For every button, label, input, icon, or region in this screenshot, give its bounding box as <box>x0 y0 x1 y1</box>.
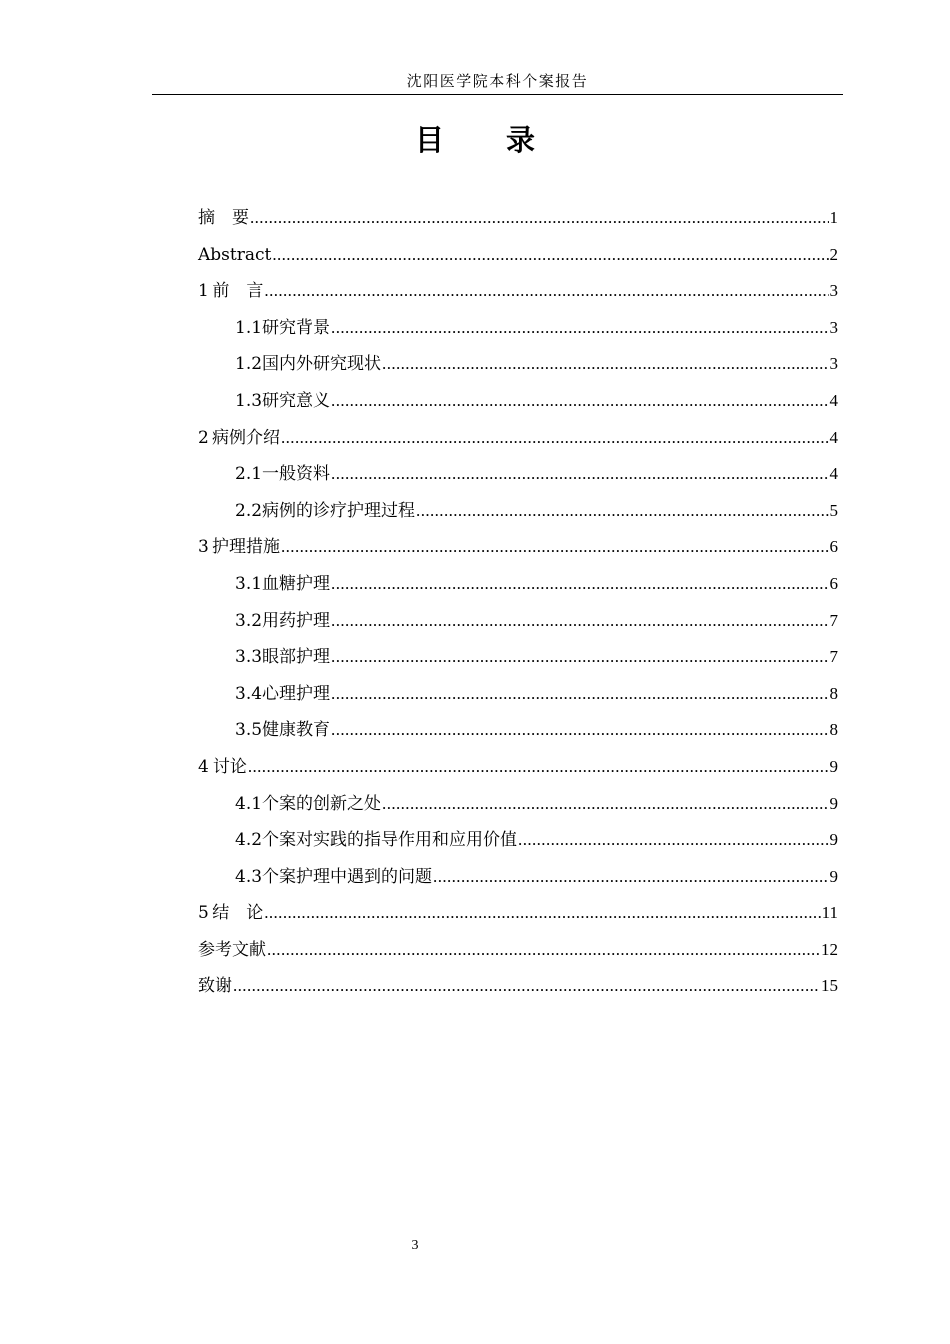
page-number: 3 <box>411 1238 419 1253</box>
toc-entry[interactable] <box>198 310 838 347</box>
toc-entry-page: 9 <box>829 756 838 776</box>
toc-entry-page: 4 <box>829 464 838 484</box>
toc-dot-leader <box>331 639 828 676</box>
toc-entry-page: 12 <box>821 939 838 959</box>
toc-entry[interactable] <box>198 932 838 969</box>
toc-entry-number: 3 <box>198 537 209 558</box>
toc-entry-number: 1 <box>198 281 209 302</box>
toc-entry[interactable] <box>198 786 838 823</box>
toc-entry-label: 摘 要 <box>198 208 249 228</box>
toc-dot-leader <box>281 420 829 457</box>
toc-entry-page: 6 <box>829 537 838 557</box>
toc-entry-number: 4.1 <box>235 793 263 814</box>
toc-dot-leader <box>331 676 828 713</box>
toc-entry[interactable] <box>198 603 838 640</box>
toc-entry[interactable] <box>198 749 838 786</box>
toc-entry[interactable] <box>198 200 838 237</box>
toc-dot-leader <box>250 200 829 237</box>
toc-entry-label: 前 言 <box>212 281 264 302</box>
toc-entry-page: 3 <box>829 281 838 301</box>
page-header: 沈阳医学院本科个案报告 <box>152 70 843 95</box>
toc-entry-number: 1.2 <box>235 354 263 375</box>
toc-entry[interactable] <box>198 859 838 896</box>
toc-entry[interactable] <box>198 712 838 749</box>
toc-entry-number: 3.2 <box>235 610 263 631</box>
toc-dot-leader <box>267 932 820 969</box>
toc-entry-page: 9 <box>829 866 838 886</box>
toc-dot-leader <box>331 603 828 640</box>
toc-entry[interactable] <box>198 566 838 603</box>
toc-dot-leader <box>331 566 828 603</box>
toc-entry-page: 7 <box>829 610 838 630</box>
toc-entry-number: 3.5 <box>235 720 263 741</box>
toc-entry-label: 护理措施 <box>212 537 280 558</box>
toc-entry-label: 讨论 <box>212 756 247 777</box>
toc-dot-leader <box>518 822 828 859</box>
toc-entry-page: 1 <box>829 208 838 227</box>
toc-entry[interactable] <box>198 639 838 676</box>
toc-dot-leader <box>382 786 828 823</box>
toc-entry-label: 病例的诊疗护理过程 <box>262 500 416 521</box>
toc-entry-number: 2 <box>198 427 209 448</box>
toc-entry-number: 3.4 <box>235 683 263 704</box>
toc-dot-leader <box>433 859 828 896</box>
toc-entry-label: 研究背景 <box>262 317 331 338</box>
toc-entry-number: 1.1 <box>235 317 263 338</box>
toc-entry-page: 9 <box>829 793 838 813</box>
toc-entry-label: Abstract <box>198 244 272 265</box>
toc-entry-page: 5 <box>829 500 838 520</box>
page-title: 目 录 <box>414 123 562 157</box>
toc-entry-page: 3 <box>829 317 838 337</box>
toc-dot-leader <box>331 712 828 749</box>
toc-dot-leader <box>248 749 829 786</box>
toc-entry-label: 一般资料 <box>262 464 331 485</box>
toc-entry[interactable] <box>198 420 838 457</box>
toc-entry-label: 健康教育 <box>262 720 331 741</box>
toc-entry-label: 用药护理 <box>262 610 331 631</box>
toc-entry-number: 4.3 <box>235 866 263 887</box>
toc-entry[interactable] <box>198 895 838 932</box>
toc-entry[interactable] <box>198 273 838 310</box>
toc-entry[interactable] <box>198 529 838 566</box>
toc-entry-label: 心理护理 <box>262 683 331 704</box>
toc-entry[interactable] <box>198 822 838 859</box>
toc-entry-label: 参考文献 <box>198 939 266 960</box>
toc-entry[interactable] <box>198 456 838 493</box>
toc-entry[interactable] <box>198 968 838 1005</box>
toc-entry-label: 个案对实践的指导作用和应用价值 <box>262 830 518 851</box>
toc-dot-leader <box>331 456 828 493</box>
toc-entry-number: 3.3 <box>235 647 263 668</box>
toc-entry-page: 6 <box>829 573 838 593</box>
toc-entry-page: 4 <box>829 427 838 447</box>
toc-entry-number: 1.3 <box>235 390 263 411</box>
toc-dot-leader <box>281 529 829 566</box>
toc-dot-leader <box>272 237 828 274</box>
toc-dot-leader <box>264 895 820 932</box>
toc-entry-number: 4.2 <box>235 830 263 851</box>
toc-entry[interactable] <box>198 346 838 383</box>
toc-dot-leader <box>331 383 828 420</box>
toc-entry-label: 研究意义 <box>262 390 331 411</box>
toc-dot-leader <box>416 493 828 530</box>
toc-entry-page: 8 <box>829 683 838 703</box>
toc-entry-label: 个案的创新之处 <box>262 793 382 814</box>
toc-dot-leader <box>331 310 828 347</box>
toc-entry-label: 病例介绍 <box>212 427 280 448</box>
toc-entry[interactable] <box>198 383 838 420</box>
toc-entry-page: 11 <box>821 903 838 923</box>
toc-entry[interactable] <box>198 676 838 713</box>
table-of-contents <box>198 200 838 1005</box>
toc-entry-number: 5 <box>198 903 209 924</box>
toc-entry-label: 致谢 <box>198 976 232 997</box>
toc-entry[interactable] <box>198 237 838 274</box>
toc-entry-label: 结 论 <box>212 903 264 924</box>
toc-dot-leader <box>264 273 828 310</box>
toc-entry-label: 个案护理中遇到的问题 <box>262 866 433 887</box>
toc-entry-page: 9 <box>829 830 838 850</box>
toc-entry-page: 4 <box>829 390 838 410</box>
toc-entry[interactable] <box>198 493 838 530</box>
toc-entry-page: 8 <box>829 720 838 740</box>
toc-entry-page: 15 <box>821 976 838 996</box>
toc-entry-page: 3 <box>829 354 838 374</box>
toc-entry-label: 眼部护理 <box>262 647 331 668</box>
toc-entry-number: 2.1 <box>235 464 263 485</box>
toc-entry-label: 血糖护理 <box>262 573 331 594</box>
toc-entry-number: 2.2 <box>235 500 263 521</box>
toc-entry-label: 国内外研究现状 <box>262 354 382 375</box>
toc-entry-number: 4 <box>198 756 209 777</box>
toc-dot-leader <box>382 346 828 383</box>
toc-entry-page: 2 <box>829 244 838 264</box>
toc-entry-page: 7 <box>829 647 838 667</box>
toc-dot-leader <box>233 968 820 1005</box>
toc-entry-number: 3.1 <box>235 573 263 594</box>
